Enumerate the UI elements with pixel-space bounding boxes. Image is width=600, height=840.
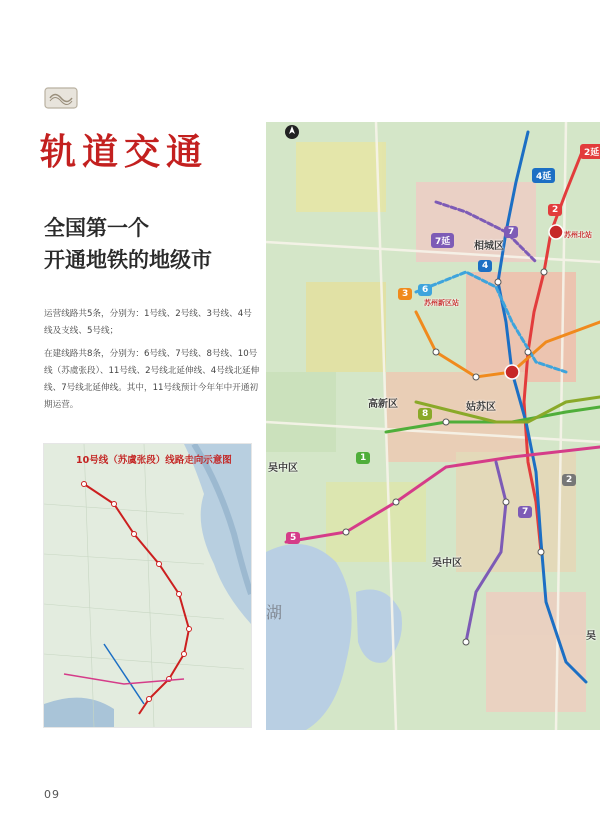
- line-badge-5: 5: [286, 532, 300, 544]
- line-badge-4: 4: [478, 260, 492, 272]
- body-paragraph-operating: 运营线路共5条，分别为：1号线、2号线、3号线、4号线及支线、5号线；: [44, 309, 252, 336]
- district-label-gaoxin: 高新区: [368, 399, 398, 410]
- transit-map: [266, 122, 600, 730]
- line-badge-7: 7: [504, 226, 518, 238]
- district-label-wuzhong-west: 吴中区: [268, 463, 298, 474]
- decorative-emblem-icon: [44, 87, 78, 109]
- station-label-suzhou-xinqu: 苏州新区站: [424, 299, 459, 307]
- inset-map-title: 10号线（苏虞张段）线路走向示意图: [76, 455, 232, 466]
- line-badge-6: 6: [418, 284, 432, 296]
- line-badge-3: 3: [398, 288, 412, 300]
- line-badge-2-south: 2: [562, 474, 576, 486]
- inset-map-line10: [43, 443, 252, 728]
- body-paragraph-construction: 在建线路共8条，分别为：6号线、7号线、8号线、10号线（苏虞张段）、11号线、2号线北延伸线、4号线北延伸线、7号线北延伸线。其中，11号线预计今年年中开通初期运营。: [44, 349, 260, 410]
- headline-line-1: 全国第一个: [44, 216, 149, 240]
- line-badge-1: 1: [356, 452, 370, 464]
- district-label-xiangcheng: 相城区: [474, 241, 504, 252]
- inset-map-graphic: [44, 444, 251, 727]
- station-label-suzhou-north: 苏州北站: [564, 231, 592, 239]
- line-badge-4-ext: 4延: [532, 168, 555, 183]
- line-badge-8: 8: [418, 408, 432, 420]
- headline-line-2: 开通地铁的地级市: [44, 248, 212, 272]
- district-label-gusu: 姑苏区: [466, 402, 496, 413]
- line-badge-2-ext: 2延: [580, 144, 600, 159]
- line-badge-7-south: 7: [518, 506, 532, 518]
- section-title: 轨道交通: [40, 131, 209, 173]
- line-badge-2: 2: [548, 204, 562, 216]
- district-label-partial: 吴: [586, 631, 596, 642]
- page-number: 09: [44, 788, 60, 801]
- district-label-wuzhong: 吴中区: [432, 558, 462, 569]
- lake-label: 湖: [266, 603, 283, 622]
- line-badge-7-ext: 7延: [431, 233, 454, 248]
